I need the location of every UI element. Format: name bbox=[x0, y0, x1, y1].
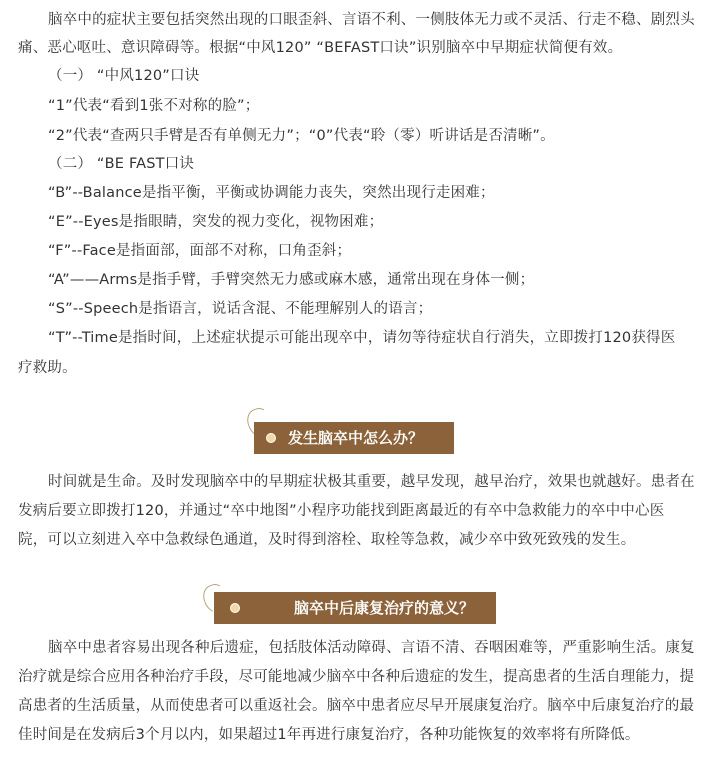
s2-item: “A”——Arms是指手臂，手臂突然无力感或麻木感，通常出现在身体一侧； bbox=[48, 272, 535, 288]
para1-line-2: 发病后要立即拨打120，并通过“卒中地图”小程序功能找到距离最近的有卒中急救能力的卒中中心医 bbox=[18, 503, 665, 519]
section-heading-1 bbox=[244, 412, 464, 462]
para2-line-3: 高患者的生活质量，从而使患者可以重返社会。脑卒中患者应尽早开展康复治疗。脑卒中后康复治疗的最 bbox=[18, 698, 695, 714]
s2-item: “E”--Eyes是指眼睛，突发的视力变化，视物困难； bbox=[48, 214, 384, 230]
section2-title: （二） “BE FAST口诀 bbox=[48, 156, 195, 172]
para1-line-1: 时间就是生命。及时发现脑卒中的早期症状极其重要，越早发现，越早治疗，效果也就越好。患者在 bbox=[48, 474, 695, 490]
s1-item: “2”代表“查两只手臂是否有单侧无力”；“0”代表“聆（零）听讲话是否清晰”。 bbox=[48, 128, 555, 144]
s2-item: “B”--Balance是指平衡，平衡或协调能力丧失，突然出现行走困难； bbox=[48, 185, 495, 201]
s2-item-last-line-2: 疗救助。 bbox=[18, 360, 77, 376]
heading-2-text: 脑卒中后康复治疗的意义？ bbox=[294, 599, 475, 617]
para2-line-2: 治疗就是综合应用各种治疗手段，尽可能地减少脑卒中各种后遗症的发生，提高患者的生活自理能力，提 bbox=[18, 669, 695, 685]
section1-title: （一） “中风120”口诀 bbox=[48, 68, 200, 84]
intro-line-2: 痛、恶心呕吐、意识障碍等。根据“中风120” “BEFAST口诀”识别脑卒中早期症状简便有效。 bbox=[18, 40, 623, 56]
heading-bar bbox=[214, 592, 496, 624]
intro-paragraph bbox=[0, 6, 695, 62]
s2-item-last-line-1: “T”--Time是指时间，上述症状提示可能出现卒中，请勿等待症状自行消失，立即拨打120获得医 bbox=[48, 330, 676, 346]
s1-item: “1”代表“看到1张不对称的脸”； bbox=[48, 98, 260, 114]
para1-line-3: 院，可以立刻进入卒中急救绿色通道，及时得到溶栓、取栓等急救，减少卒中致死致残的发生。 bbox=[18, 532, 636, 548]
heading-1-text: 发生脑卒中怎么办？ bbox=[288, 429, 424, 447]
para2-line-4: 佳时间是在发病后3个月以内，如果超过1年再进行康复治疗，各种功能恢复的效率将有所降低。 bbox=[18, 727, 640, 743]
tag-hole-icon bbox=[266, 433, 276, 443]
tag-hole-icon bbox=[230, 603, 240, 613]
para2-line-1: 脑卒中患者容易出现各种后遗症，包括肢体活动障碍、言语不清、吞咽困难等，严重影响生活。康复 bbox=[48, 640, 695, 656]
heading-bar bbox=[254, 422, 454, 454]
s2-item: “S”--Speech是指语言，说话含混、不能理解别人的语言； bbox=[48, 301, 433, 317]
section-heading-2 bbox=[202, 586, 502, 636]
s2-item: “F”--Face是指面部，面部不对称，口角歪斜； bbox=[48, 243, 352, 259]
intro-line-1: 脑卒中的症状主要包括突然出现的口眼歪斜、言语不利、一侧肢体无力或不灵活、行走不稳、剧烈头 bbox=[48, 12, 695, 28]
